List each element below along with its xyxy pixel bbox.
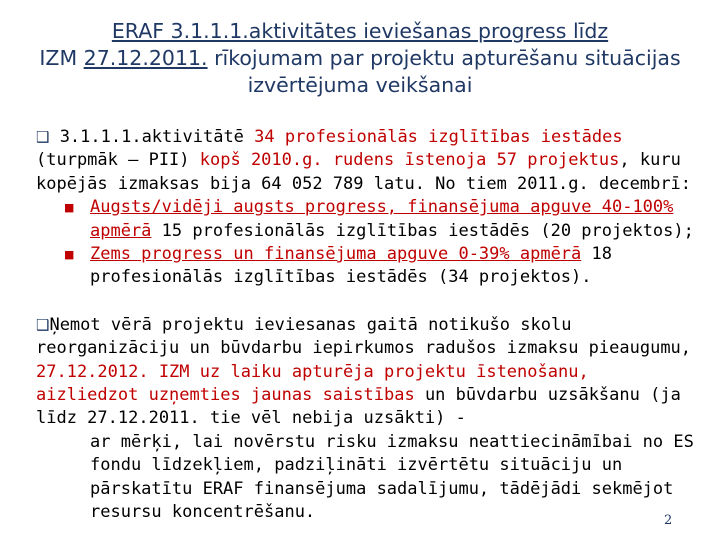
checkbox-bullet-icon: ❑ <box>36 315 50 334</box>
paragraph-suspension: ❑Ņemot vērā projektu ieviesanas gaitā notikušo skolu reorganizāciju un būvdarbu iepirkumos radušos izmaksu pieaugumu, 27.12.2012. IZM uz laiku apturēja projektu īstenošanu, aizliedzot uzņemties jaunas saistības un būvdarbu uzsākšanu (ja līdz 27.12.2011. tie vēl nebija uzsākti) - <box>36 314 692 429</box>
square-bullet-icon: ■ <box>64 201 75 215</box>
slide-title <box>20 18 700 99</box>
title-line-1: ERAF 3.1.1.1.aktivitātes ieviešanas progress līdz <box>111 19 609 43</box>
paragraph-progress: ❑ 3.1.1.1.aktivitātē 34 profesionālās izglītības iestādes (turpmāk – PII) kopš 2010.g. rudens īstenoja 57 projektus, kuru kopējās izmaksas bija 64 052 789 latu. No tiem 2011.g. decembrī: <box>36 127 692 194</box>
title-line-2: IZM 27.12.2011. rīkojumam par projektu apturēšanu situācijas <box>39 46 681 70</box>
slide-body <box>36 126 696 525</box>
paragraph-suspension-purpose: ar mērķi, lai novērstu risku izmaksu neattiecināmībai no ES fondu līdzekļiem, padziļināti izvērtētu situāciju un pārskatītu ERAF finansējuma sadalījumu, tādējādi sekmējot resursu koncentrēšanu. <box>90 431 694 523</box>
list-item-low-progress: ■ Zems progress un finansējuma apguve 0-39% apmērā 18 profesionālās izglītības iestādēs (34 projektos). <box>64 244 612 288</box>
page-number: 2 <box>664 513 673 528</box>
title-line-3: izvērtējuma veikšanai <box>247 73 473 97</box>
list-item-high-progress: ■ Augsts/vidēji augsts progress, finansējuma apguve 40-100% apmērā 15 profesionālās izglītības iestādēs (20 projektos); <box>64 197 694 241</box>
square-bullet-icon: ■ <box>64 248 75 262</box>
title-date: 27.12.2011. <box>83 46 208 70</box>
checkbox-bullet-icon: ❑ <box>36 128 50 146</box>
